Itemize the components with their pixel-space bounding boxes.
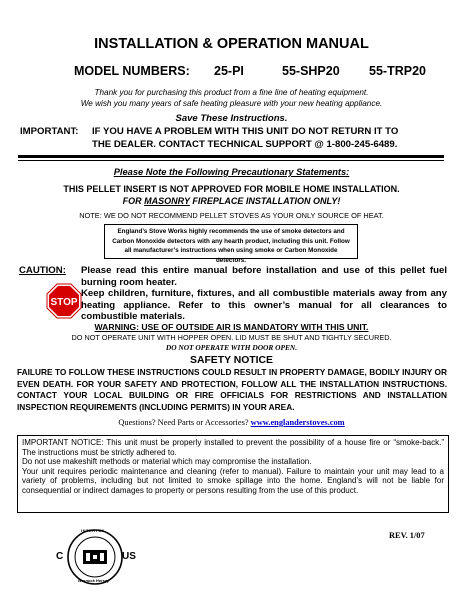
questions-text: Questions? Need Parts or Accessories? xyxy=(118,418,249,427)
detector-box xyxy=(104,224,358,264)
masonry-prefix: FOR xyxy=(122,196,145,206)
masonry-word: MASONRY xyxy=(144,196,190,206)
important-label: IMPORTANT: xyxy=(20,126,79,137)
notice-paragraph-2: Do not use makeshift methods or material which may compromise the installation. xyxy=(22,457,312,467)
logo-c-mark: C xyxy=(56,551,64,562)
hopper-warning: DO NOT OPERATE UNIT WITH HOPPER OPEN. LID MUST BE SHUT AND TIGHTLY SECURED. xyxy=(71,333,392,342)
divider-thick xyxy=(18,155,444,158)
mobile-home-warning: THIS PELLET INSERT IS NOT APPROVED FOR MOBILE HOME INSTALLATION. xyxy=(63,184,400,194)
model-number-55-trp20: 55-TRP20 xyxy=(369,64,426,78)
divider-thin xyxy=(18,160,444,161)
questions-line xyxy=(0,418,463,427)
stop-sign-text: STOP xyxy=(50,297,78,308)
notice-paragraph-3: Your unit requires periodic maintenance and cleaning (refer to manual). Failure to maintain your unit may lead to a variety of problems, including but not limited to smoke spillage into the home. England’s will not be liable for consequential or indirect damages to property or persons resulting from the use of this product. xyxy=(22,466,444,495)
door-warning: DO NOT OPERATE WITH DOOR OPEN. xyxy=(165,343,298,352)
detector-text: England’s Stove Works highly recommends the use of smoke detectors and Carbon Monoxide detectors with any hearth product, including this unit. Follow all manufacturer’s instructions when using smoke or Carbon Monoxide detectors. xyxy=(112,228,350,264)
save-instructions: Save These Instructions. xyxy=(175,113,288,124)
outside-air-warning: WARNING: USE OF OUTSIDE AIR IS MANDATORY WITH THIS UNIT. xyxy=(94,322,369,332)
caution-text-1: Please read this entire manual before installation and use of this pellet fuel burning room heater. xyxy=(81,265,447,288)
important-line-1: IF YOU HAVE A PROBLEM WITH THIS UNIT DO NOT RETURN IT TO xyxy=(92,126,399,137)
thanks-line-1: Thank you for purchasing this product from a fine line of heating equipment. xyxy=(94,88,369,97)
model-numbers-label: MODEL NUMBERS: xyxy=(74,64,190,78)
masonry-suffix: FIREPLACE INSTALLATION ONLY! xyxy=(189,196,341,206)
caution-label: CAUTION: xyxy=(19,265,66,276)
revision-label: REV. 1/07 xyxy=(389,531,425,540)
important-line-2: THE DEALER. CONTACT TECHNICAL SUPPORT @ 1-800-245-6489. xyxy=(92,139,398,150)
pellet-stove-note: NOTE: WE DO NOT RECOMMEND PELLET STOVES AS YOUR ONLY SOURCE OF HEAT. xyxy=(79,211,384,220)
certification-logo xyxy=(54,525,136,589)
caution-text-2: Keep children, furniture, fixtures, and all combustible materials away from any heating appliance. Refer to this owner’s manual for all clearances to combustible materials. xyxy=(81,288,447,322)
safety-heading: SAFETY NOTICE xyxy=(190,355,273,366)
important-notice-box xyxy=(17,435,449,513)
precaution-heading: Please Note the Following Precautionary Statements: xyxy=(113,167,350,177)
model-number-25-pi: 25-PI xyxy=(214,64,244,78)
page-title: INSTALLATION & OPERATION MANUAL xyxy=(94,36,369,52)
website-link[interactable]: www.englanderstoves.com xyxy=(250,418,345,427)
stop-sign-icon xyxy=(46,283,82,319)
thanks-line-2: We wish you many years of safe heating pleasure with your new heating appliance. xyxy=(80,99,383,108)
masonry-only xyxy=(0,196,463,206)
safety-text: FAILURE TO FOLLOW THESE INSTRUCTIONS COULD RESULT IN PROPERTY DAMAGE, BODILY INJURY OR EVEN DEATH. FOR YOUR SAFETY AND PROTECTION, FOLLOW ALL THE INSTALLATION INSTRUCTIONS. CONTACT YOUR LOCAL BUILDING OR FIRE OFFICIALS FOR RESTRICTIONS AND INSTALLATION INSPECTION REQUIREMENTS (INCLUDING PERMITS) IN YOUR AREA. xyxy=(17,367,447,413)
notice-paragraph-1: IMPORTANT NOTICE: This unit must be properly installed to prevent the possibility of a house fire or “smoke-back.” The instructions must be strictly adhered to. xyxy=(22,438,444,457)
logo-bottom-text: Warnock Hersey xyxy=(78,578,110,583)
logo-us-mark: US xyxy=(122,551,136,562)
model-number-55-shp20: 55-SHP20 xyxy=(282,64,340,78)
logo-top-text: INTERTEK xyxy=(81,528,105,533)
